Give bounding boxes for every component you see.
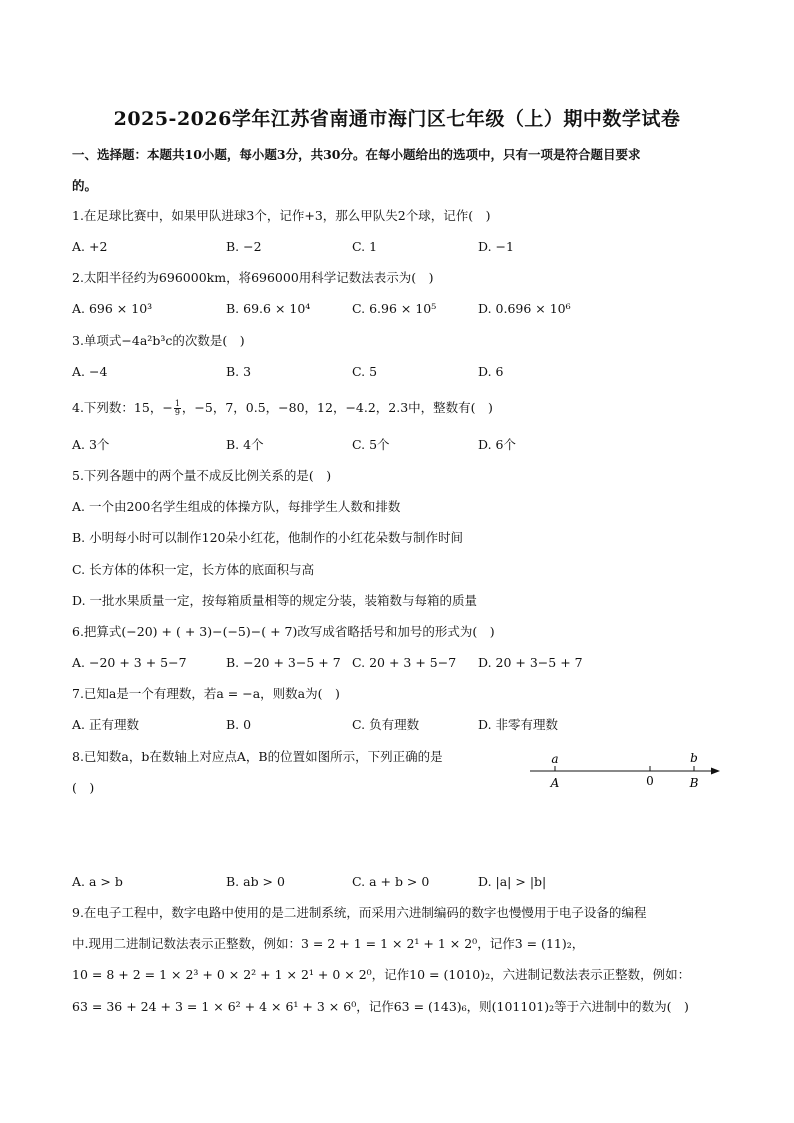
q7-option-d: D. 非零有理数 <box>478 717 559 732</box>
q3-option-b: B. 3 <box>226 364 252 379</box>
question-1-stem: 1.在足球比赛中，如果甲队进球3个，记作+3，那么甲队失2个球，记作( ) <box>72 208 491 223</box>
label-b: b <box>690 751 698 765</box>
q8-option-a: A. a > b <box>72 874 123 889</box>
q7-option-a: A. 正有理数 <box>72 717 139 732</box>
q6-option-c: C. 20 + 3 + 5−7 <box>352 655 457 670</box>
question-8-stem: 8.已知数a，b在数轴上对应点A，B的位置如图所示，下列正确的是 <box>72 749 443 764</box>
q4-option-a: A. 3个 <box>72 437 110 452</box>
q4-option-c: C. 5个 <box>352 437 390 452</box>
label-point-A: A <box>550 776 560 790</box>
exam-title: 2025-2026学年江苏省南通市海门区七年级（上）期中数学试卷 <box>113 108 681 130</box>
q8-option-c: C. a + b > 0 <box>352 874 430 889</box>
question-7-stem: 7.已知a是一个有理数，若a = −a，则数a为( ) <box>72 686 340 701</box>
q5-option-d: D. 一批水果质量一定，按每箱质量相等的规定分装，装箱数与每箱的质量 <box>72 593 478 608</box>
q1-option-c: C. 1 <box>352 239 378 254</box>
q7-option-c: C. 负有理数 <box>352 717 420 732</box>
q4-option-b: B. 4个 <box>226 437 264 452</box>
number-line-figure <box>520 745 730 795</box>
question-4-stem <box>72 399 493 417</box>
question-8-stem-cont: ( ) <box>72 780 95 795</box>
label-zero: 0 <box>646 774 654 788</box>
fraction-denominator: 9 <box>174 408 180 417</box>
question-5-stem: 5.下列各题中的两个量不成反比例关系的是( ) <box>72 468 332 483</box>
question-6-stem: 6.把算式(−20) + ( + 3)−(−5)−( + 7)改写成省略括号和加号的形式为( ) <box>72 624 495 639</box>
q6-option-a: A. −20 + 3 + 5−7 <box>72 655 187 670</box>
q2-option-d: D. 0.696 × 10⁶ <box>478 301 571 316</box>
q4-stem-pre: 4.下列数：15，− <box>72 400 173 415</box>
q3-option-d: D. 6 <box>478 364 504 379</box>
q2-option-b: B. 69.6 × 10⁴ <box>226 301 311 316</box>
label-point-B: B <box>689 776 699 790</box>
q5-option-a: A. 一个由200名学生组成的体操方队，每排学生人数和排数 <box>72 499 401 514</box>
q1-option-d: D. −1 <box>478 239 514 254</box>
question-9-stem-line1: 9.在电子工程中，数字电路中使用的是二进制系统，而采用六进制编码的数字也慢慢用于电子设备的编程 <box>72 905 647 920</box>
q4-stem-post: ，−5，7，0.5，−80，12，−4.2，2.3中，整数有( ) <box>181 400 493 415</box>
q6-option-b: B. −20 + 3−5 + 7 <box>226 655 341 670</box>
fraction <box>174 400 181 417</box>
q1-option-a: A. +2 <box>72 239 108 254</box>
question-9-stem-line2: 中.现用二进制记数法表示正整数，例如：3 = 2 + 1 = 1 × 2¹ + 1 × 2⁰，记作3 = (11)₂， <box>72 936 585 951</box>
question-9-stem-line3: 10 = 8 + 2 = 1 × 2³ + 0 × 2² + 1 × 2¹ + 0 × 2⁰，记作10 = (1010)₂，六进制记数法表示正整数，例如： <box>72 967 691 982</box>
q1-option-b: B. −2 <box>226 239 262 254</box>
q6-option-d: D. 20 + 3−5 + 7 <box>478 655 583 670</box>
question-2-stem: 2.太阳半径约为696000km，将696000用科学记数法表示为( ) <box>72 270 434 285</box>
section-header: 一、选择题：本题共10小题，每小题3分，共30分。在每小题给出的选项中，只有一项是符合题目要求 <box>72 147 641 162</box>
question-3-stem: 3.单项式−4a²b³c的次数是( ) <box>72 333 245 348</box>
q2-option-c: C. 6.96 × 10⁵ <box>352 301 437 316</box>
question-9-stem-line4: 63 = 36 + 24 + 3 = 1 × 6² + 4 × 6¹ + 3 × 6⁰，记作63 = (143)₆，则(101101)₂等于六进制中的数为( ) <box>72 999 689 1014</box>
q8-option-b: B. ab > 0 <box>226 874 285 889</box>
q5-option-c: C. 长方体的体积一定，长方体的底面积与高 <box>72 562 315 577</box>
q8-option-d: D. |a| > |b| <box>478 874 547 889</box>
fraction-numerator: 1 <box>174 399 180 408</box>
arrow-icon <box>711 768 720 775</box>
q3-option-c: C. 5 <box>352 364 378 379</box>
label-a: a <box>551 752 559 766</box>
section-header-cont: 的。 <box>72 178 98 193</box>
q3-option-a: A. −4 <box>72 364 108 379</box>
q5-option-b: B. 小明每小时可以制作120朵小红花，他制作的小红花朵数与制作时间 <box>72 530 463 545</box>
q2-option-a: A. 696 × 10³ <box>72 301 153 316</box>
q7-option-b: B. 0 <box>226 717 252 732</box>
q4-option-d: D. 6个 <box>478 437 516 452</box>
